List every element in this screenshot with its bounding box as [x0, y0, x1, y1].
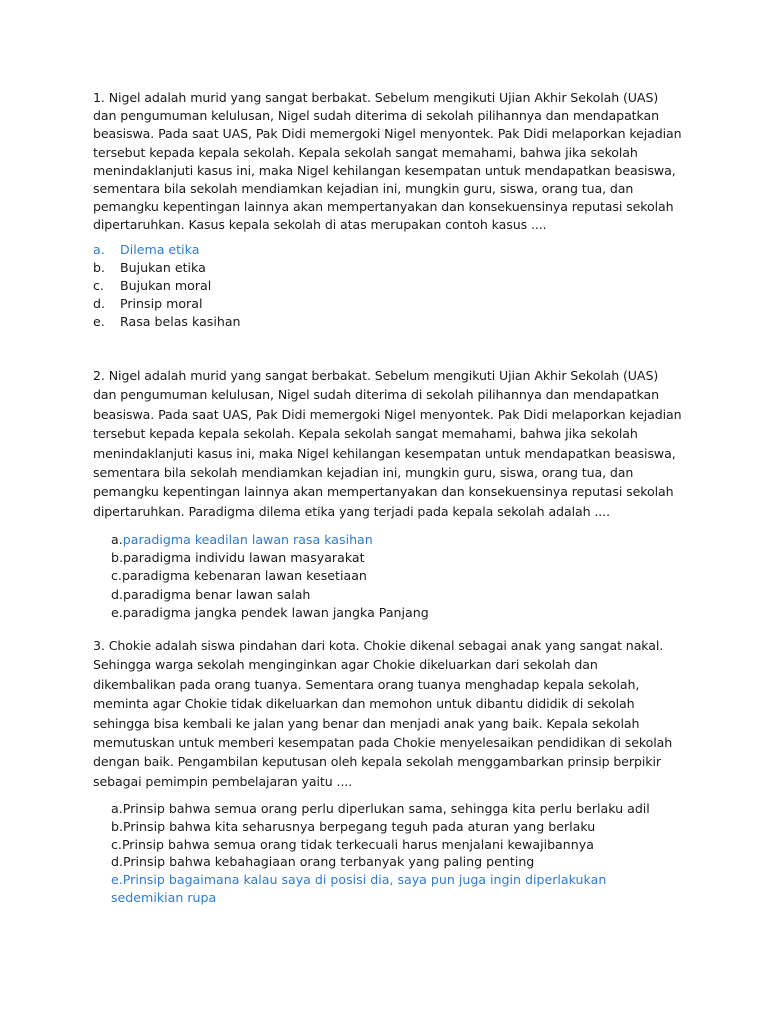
option-2b[interactable]: b. paradigma individu lawan masyarakat	[111, 550, 365, 566]
question-2-options	[111, 531, 429, 622]
option-3c[interactable]: c.Prinsip bahwa semua orang tidak terkecuali harus menjalani kewajibannya	[111, 836, 594, 852]
question-3-options	[111, 800, 681, 907]
option-3a[interactable]: a.Prinsip bahwa semua orang perlu diperlukan sama, sehingga kita perlu berlaku adil	[111, 801, 650, 816]
option-2c[interactable]: c. paradigma kebenaran lawan kesetiaan	[111, 568, 367, 584]
question-3-text: 3. Chokie adalah siswa pindahan dari kota. Chokie dikenal sebagai anak yang sangat nakal. Sehingga warga sekolah menginginkan agar Chokie dikeluarkan dari sekolah dan dikembalikan pada orang tuanya. Sementara orang tuanya menghadap kepala sekolah, meminta agar Chokie tidak dikeluarkan dan memohon untuk dibantu dididik di sekolah sehingga bisa kembali ke jalan yang benar dan menjadi anak yang baik. Kepala sekolah memutuskan untuk memberi kesempatan pada Chokie menyelesaikan pendidikan di sekolah dengan baik. Pengambilan keputusan oleh kepala sekolah menggambarkan prinsip berpikir sebagai pemimpin pembelajaran yaitu ....	[93, 638, 673, 789]
option-2a[interactable]: a. paradigma keadilan lawan rasa kasihan	[111, 532, 373, 547]
option-3d[interactable]: d.Prinsip bahwa kebahagiaan orang terbanyak yang paling penting	[111, 854, 535, 870]
option-1e[interactable]: e. Rasa belas kasihan	[93, 314, 241, 329]
option-2d[interactable]: d. paradigma benar lawan salah	[111, 586, 311, 602]
question-2-text: 2. Nigel adalah murid yang sangat berbakat. Sebelum mengikuti Ujian Akhir Sekolah (UAS) dan pengumuman kelulusan, Nigel sudah diterima di sekolah pilihannya dan mendapatkan beasiswa. Pada saat UAS, Pak Didi memergoki Nigel menyontek. Pak Didi melaporkan kejadian tersebut kepada kepala sekolah. Kepala sekolah sangat memahami, bahwa jika sekolah menindaklanjuti kasus ini, maka Nigel kehilangan kesempatan untuk mendapatkan beasiswa, sementara bila sekolah mendiamkan kejadian ini, mungkin guru, siswa, orang tua, dan pemangku kepentingan lainnya akan mempertanyakan dan konsekuensinya reputasi sekolah dipertaruhkan. Paradigma dilema etika yang terjadi pada kepala sekolah adalah ....	[93, 368, 682, 519]
question-1-options	[93, 241, 241, 331]
question-1-text: 1. Nigel adalah murid yang sangat berbakat. Sebelum mengikuti Ujian Akhir Sekolah (UAS) dan pengumuman kelulusan, Nigel sudah diterima di sekolah pilihannya dan mendapatkan beasiswa. Pada saat UAS, Pak Didi memergoki Nigel menyontek. Pak Didi melaporkan kejadian tersebut kepada kepala sekolah. Kepala sekolah sangat memahami, bahwa jika sekolah menindaklanjuti kasus ini, maka Nigel kehilangan kesempatan untuk mendapatkan beasiswa, sementara bila sekolah mendiamkan kejadian ini, mungkin guru, siswa, orang tua, dan pemangku kepentingan lainnya akan mempertanyakan dan konsekuensinya reputasi sekolah dipertaruhkan. Kasus kepala sekolah di atas merupakan contoh kasus ....	[93, 90, 682, 233]
option-1d[interactable]: d. Prinsip moral	[93, 296, 203, 311]
option-1c[interactable]: c. Bujukan moral	[93, 278, 212, 293]
option-3b[interactable]: b.Prinsip bahwa kita seharusnya berpegang teguh pada aturan yang berlaku	[111, 818, 596, 834]
option-1a[interactable]: a. Dilema etika	[93, 242, 200, 257]
option-2e[interactable]: e. paradigma jangka pendek lawan jangka Panjang	[111, 604, 429, 620]
option-3e[interactable]: e.Prinsip bagaimana kalau saya di posisi dia, saya pun juga ingin diperlakukan sedemikian rupa	[111, 872, 607, 905]
option-1b[interactable]: b. Bujukan etika	[93, 260, 206, 275]
